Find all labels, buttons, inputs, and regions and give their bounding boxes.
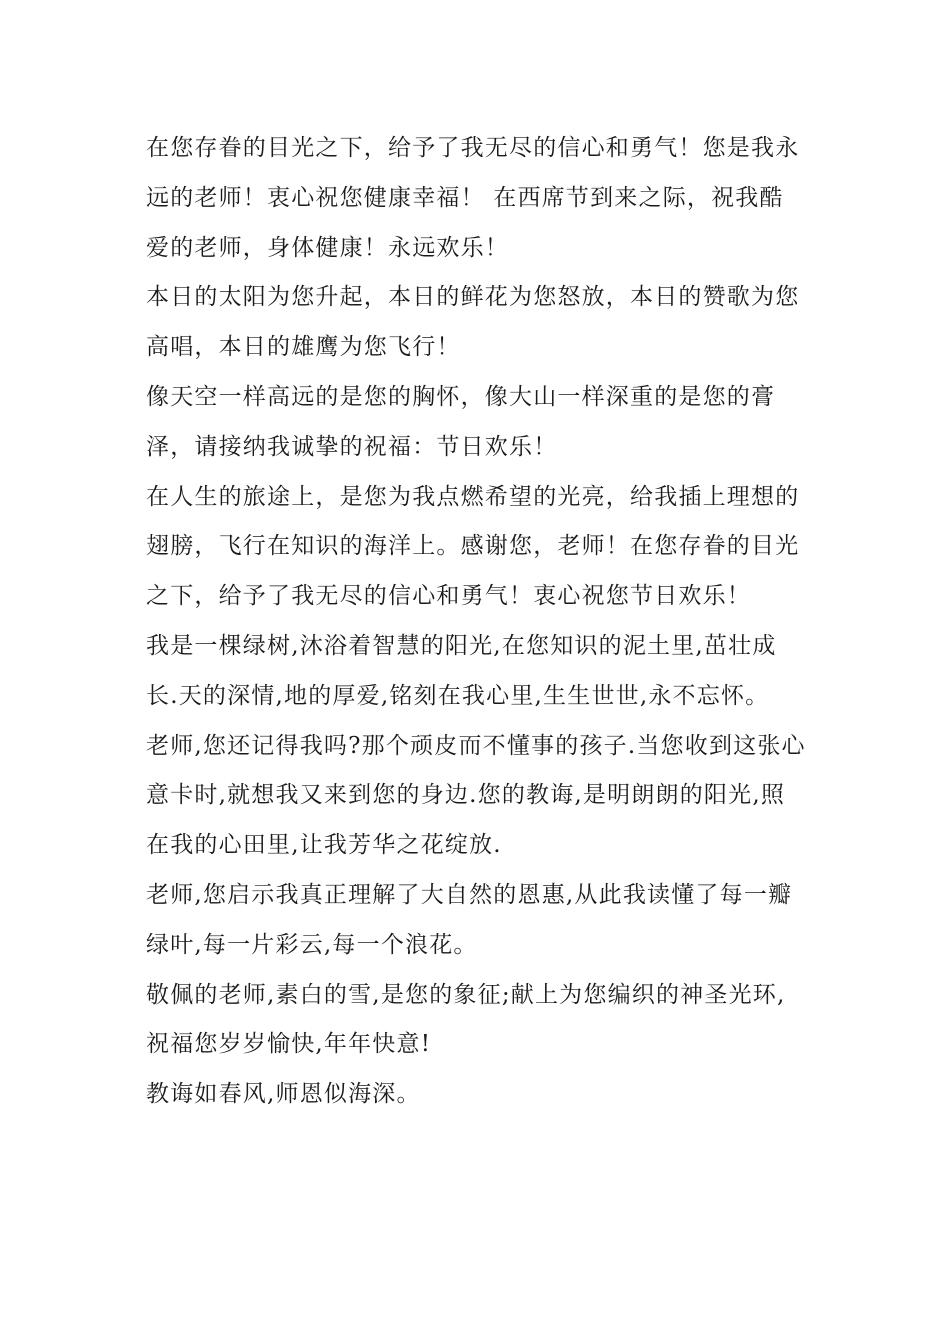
paragraph-7: 老师,您启示我真正理解了大自然的恩惠,从此我读懂了每一瓣绿叶,每一片彩云,每一个浪花。 xyxy=(146,881,793,958)
paragraph-2: 本日的太阳为您升起，本日的鲜花为您怒放，本日的赞歌为您高唱，本日的雄鹰为您飞行！ xyxy=(146,284,800,361)
paragraph-1: 在您存眷的目光之下，给予了我无尽的信心和勇气！您是我永远的老师！衷心祝您健康幸福！ 在西席节到来之际，祝我酷爱的老师，身体健康！永远欢乐！ xyxy=(146,135,800,261)
paragraph-6: 老师,您还记得我吗?那个顽皮而不懂事的孩子.当您收到这张心意卡时,就想我又来到您的身边.您的教诲,是明朗朗的阳光,照在我的心田里,让我芳华之花绽放. xyxy=(146,732,806,859)
paragraph-9: 教诲如春风,师恩似海深。 xyxy=(146,1081,421,1108)
document-body xyxy=(146,124,806,1120)
paragraph-8: 敬佩的老师,素白的雪,是您的象征;献上为您编织的神圣光环,祝福您岁岁愉快,年年快意! xyxy=(146,981,786,1058)
paragraph-5: 我是一棵绿树,沐浴着智慧的阳光,在您知识的泥土里,茁壮成长.天的深情,地的厚爱,铭刻在我心里,生生世世,永不忘怀。 xyxy=(146,632,777,709)
paragraph-4: 在人生的旅途上，是您为我点燃希望的光亮，给我插上理想的翅膀，飞行在知识的海洋上。感谢您，老师！在您存眷的目光之下，给予了我无尽的信心和勇气！衷心祝您节日欢乐！ xyxy=(146,483,800,610)
paragraph-3: 像天空一样高远的是您的胸怀，像大山一样深重的是您的膏泽，请接纳我诚挚的祝福：节日欢乐！ xyxy=(146,383,776,460)
